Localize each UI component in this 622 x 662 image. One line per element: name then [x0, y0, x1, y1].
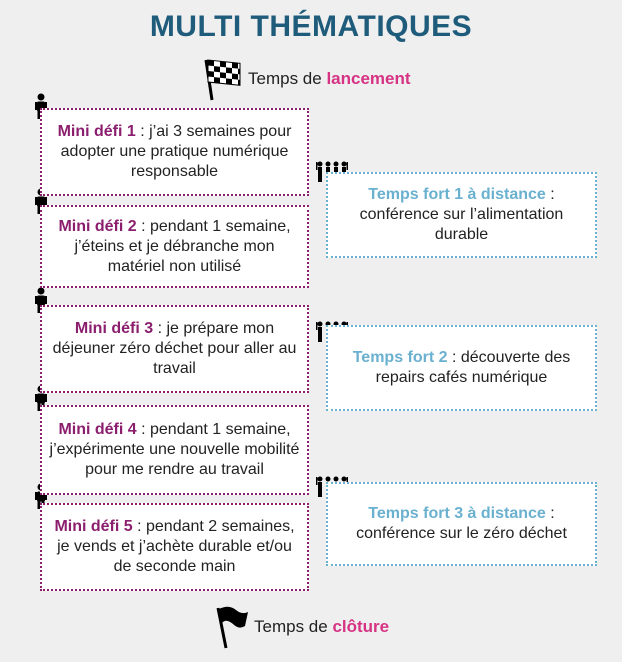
mini-defi-box — [40, 503, 309, 591]
mini-defi-box — [40, 108, 309, 196]
mini-defi-text: Mini défi 2 : pendant 1 semaine, j’éteins et je débranche mon matériel non utilisé — [58, 217, 291, 275]
mini-defi-box — [40, 405, 309, 495]
temps-fort-text: Temps fort 1 à distance : conférence sur l’alimentation durable — [359, 186, 564, 243]
mini-defi-text: Mini défi 5 : pendant 2 semaines, je vends et j’achète durable et/ou de seconde main — [54, 518, 295, 575]
temps-fort-box — [326, 482, 597, 566]
checkered-flag-icon — [200, 56, 244, 102]
end-row — [212, 604, 389, 650]
mini-defi-text: Mini défi 3 : je prépare mon déjeuner zéro déchet pour aller au travail — [52, 320, 297, 377]
end-label: Temps de clôture — [254, 617, 390, 636]
temps-fort-text: Temps fort 3 à distance : conférence sur le zéro déchet — [356, 505, 567, 542]
start-label: Temps de lancement — [248, 69, 411, 88]
black-flag-icon — [212, 604, 250, 650]
page-title: MULTI THÉMATIQUES — [149, 10, 473, 43]
temps-fort-box — [326, 172, 597, 258]
mini-defi-text: Mini défi 4 : pendant 1 semaine, j’expérimente une nouvelle mobilité pour me rendre au travail — [49, 421, 300, 478]
start-row — [200, 56, 411, 102]
temps-fort-text: Temps fort 2 : découverte des repairs cafés numérique — [352, 349, 571, 386]
temps-fort-box — [326, 325, 597, 411]
mini-defi-box — [40, 305, 309, 393]
mini-defi-box — [40, 205, 309, 288]
mini-defi-text: Mini défi 1 : j’ai 3 semaines pour adopter une pratique numérique responsable — [57, 123, 292, 180]
